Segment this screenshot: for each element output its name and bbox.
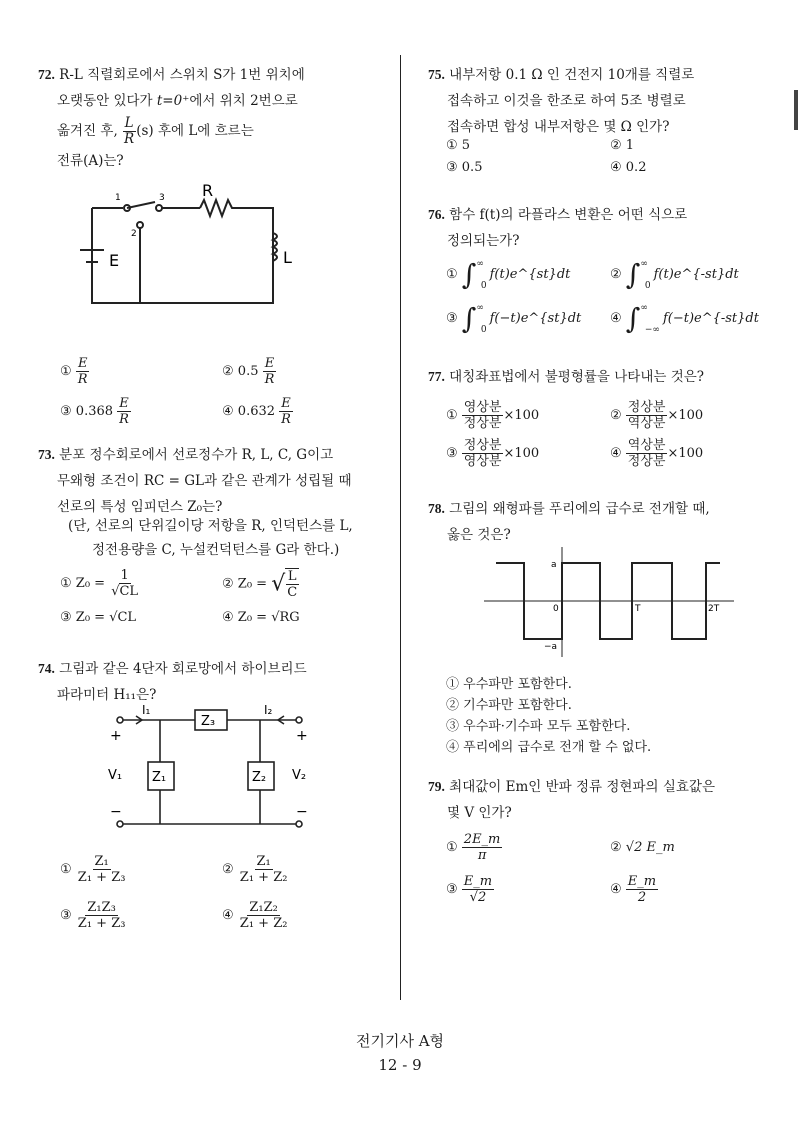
rl-circuit-diagram: [75, 178, 295, 308]
option-73-3[interactable]: ③ Z₀ = √CL: [60, 610, 137, 625]
question-text: 접속하고 이것을 한조로 하여 5조 병렬로: [447, 93, 686, 109]
option-79-1[interactable]: ① $\frac{2E\_m}{\pi}$: [446, 832, 501, 863]
option-74-2[interactable]: ② $\frac{\text{Z₁}}{\text{Z₁ + Z₂}}$: [222, 854, 288, 885]
minus-left: −: [110, 804, 122, 820]
option-77-1[interactable]: ① $\frac{\text{영상분}}{\text{정상분}}$ ×100: [446, 400, 540, 431]
question-text: 전류(A)는?: [57, 153, 124, 169]
resistor-label: R: [202, 181, 214, 200]
question-77: [428, 364, 704, 390]
impedance-z3-label: Z₃: [201, 714, 216, 729]
option-72-2[interactable]: ② 0.5 $\frac{E}{R}$: [222, 356, 275, 387]
amplitude-neg-a-label: −a: [544, 642, 558, 652]
question-text: 옳은 것은?: [447, 527, 511, 543]
question-79: [428, 774, 715, 826]
square-wave-graph: [484, 545, 734, 660]
option-77-3[interactable]: ③ $\frac{\text{정상분}}{\text{영상분}}$ ×100: [446, 438, 540, 469]
question-text: 무왜형 조건이 RC = GL과 같은 관계가 성립될 때: [57, 473, 352, 489]
question-number: 77.: [428, 369, 445, 384]
footer-title: 전기기사 A형: [355, 1032, 445, 1050]
minus-right: −: [296, 804, 308, 820]
question-text: 함수 f(t)의 라플라스 변환은 어떤 식으로: [449, 207, 688, 223]
switch-pos-3: 3: [159, 193, 165, 203]
time-expression: t=0⁺: [156, 93, 190, 109]
footer-page-number: 12 - 9: [378, 1056, 422, 1074]
question-text: 그림과 같은 4단자 회로망에서 하이브리드: [59, 661, 307, 677]
option-72-3[interactable]: ③ 0.368 $\frac{E}{R}$: [60, 396, 129, 427]
option-78-3[interactable]: ③ 우수파·기수파 모두 포함한다.: [446, 719, 631, 734]
current-i2-label: I₂: [264, 703, 273, 717]
question-text: 내부저항 0.1 Ω 인 건전지 10개를 직렬로: [449, 67, 695, 83]
question-number: 78.: [428, 501, 445, 516]
question-number: 75.: [428, 67, 445, 82]
question-number: 76.: [428, 207, 445, 222]
switch-pos-2: 2: [131, 229, 137, 239]
option-79-4[interactable]: ④ $\frac{E\_m}{2}$: [610, 874, 657, 905]
question-text: 분포 정수회로에서 선로정수가 R, L, C, G이고: [59, 447, 334, 463]
question-text: 옮겨진 후,: [57, 123, 118, 139]
question-72: [38, 62, 305, 174]
source-label: E: [109, 251, 120, 270]
time-fraction: $\frac{L}{R}$: [124, 115, 135, 147]
option-72-1[interactable]: ① $\frac{E}{R}$: [60, 356, 88, 387]
option-75-3[interactable]: ③ 0.5: [446, 160, 483, 175]
question-73-note: (단, 선로의 단위길이당 저항을 R, 인덕턴스를 L, 정전용량을 C, 누설컨덕턴스를 G라 한다.): [68, 518, 353, 558]
page-edge-mark: [794, 90, 798, 130]
question-text: 그림의 왜형파를 푸리에의 급수로 전개할 때,: [449, 501, 710, 517]
question-number: 73.: [38, 447, 55, 462]
option-72-4[interactable]: ④ 0.632 $\frac{E}{R}$: [222, 396, 291, 427]
option-75-4[interactable]: ④ 0.2: [610, 160, 647, 175]
option-78-4[interactable]: ④ 푸리에의 급수로 전개 할 수 없다.: [446, 740, 652, 755]
question-text: 최대값이 Em인 반파 정류 정현파의 실효값은: [449, 779, 715, 795]
column-divider: [400, 55, 401, 1000]
option-74-1[interactable]: ① $\frac{\text{Z₁}}{\text{Z₁ + Z₃}}$: [60, 854, 126, 885]
option-78-2[interactable]: ② 기수파만 포함한다.: [446, 698, 572, 713]
option-76-4[interactable]: ④ $\int^\infty_{-\infty}f(-t)e\^{}\{-st\}dt$: [610, 302, 759, 335]
origin-label: 0: [553, 604, 559, 614]
option-79-3[interactable]: ③ $\frac{E\_m}{√2}$: [446, 874, 493, 905]
question-text: R-L 직렬회로에서 스위치 S가 1번 위치에: [59, 67, 305, 83]
question-73: [38, 442, 352, 520]
switch-pos-1: 1: [115, 193, 121, 203]
question-number: 72.: [38, 67, 55, 82]
current-i1-label: I₁: [142, 703, 151, 717]
impedance-z1-label: Z₁: [152, 770, 167, 785]
question-text: 접속하면 합성 내부저항은 몇 Ω 인가?: [447, 119, 670, 135]
question-text: 오랫동안 있다가: [57, 93, 157, 109]
option-76-3[interactable]: ③ $\int^\infty_0f(-t)e\^{}\{st\}dt$: [446, 302, 582, 335]
voltage-v2-label: V₂: [292, 768, 307, 783]
impedance-z2-label: Z₂: [252, 770, 267, 785]
question-text: 선로의 특성 임피던스 Z₀는?: [57, 499, 223, 515]
plus-left: +: [110, 728, 122, 744]
option-79-2[interactable]: ② √2 E_m: [610, 840, 675, 855]
option-73-4[interactable]: ④ Z₀ = √RG: [222, 610, 300, 625]
question-text: (s) 후에 L에 흐르는: [136, 123, 254, 139]
plus-right: +: [296, 728, 308, 744]
option-78-1[interactable]: ① 우수파만 포함한다.: [446, 677, 572, 692]
option-74-3[interactable]: ③ $\frac{\text{Z₁Z₃}}{\text{Z₁ + Z₃}}$: [60, 900, 126, 931]
amplitude-a-label: a: [551, 560, 557, 570]
question-75: [428, 62, 694, 140]
option-77-2[interactable]: ② $\frac{\text{정상분}}{\text{역상분}}$ ×100: [610, 400, 704, 431]
option-73-1[interactable]: ① Z₀ = $\frac{1}{√CL}$: [60, 568, 139, 599]
period-2t-label: 2T: [708, 604, 720, 614]
question-text: 파라미터 H₁₁은?: [57, 687, 157, 703]
question-number: 79.: [428, 779, 445, 794]
option-76-2[interactable]: ② $\int^\infty_0f(t)e\^{}\{-st\}dt$: [610, 258, 739, 291]
question-78: [428, 496, 710, 548]
question-78-options: [446, 674, 651, 758]
voltage-v1-label: V₁: [108, 768, 123, 783]
option-73-2[interactable]: ② Z₀ = √ $\frac{L}{C}$: [222, 569, 298, 600]
option-75-2[interactable]: ② 1: [610, 138, 635, 153]
option-77-4[interactable]: ④ $\frac{\text{역상분}}{\text{정상분}}$ ×100: [610, 438, 704, 469]
question-number: 74.: [38, 661, 55, 676]
question-76: [428, 202, 687, 254]
option-76-1[interactable]: ① $\int^\infty_0f(t)e\^{}\{st\}dt$: [446, 258, 571, 291]
period-t-label: T: [635, 604, 641, 614]
question-text: 몇 V 인가?: [447, 805, 512, 821]
question-text: 대칭좌표법에서 불평형률을 나타내는 것은?: [449, 369, 705, 385]
two-port-network-diagram: [100, 700, 330, 832]
option-75-1[interactable]: ① 5: [446, 138, 471, 153]
inductor-label: L: [283, 248, 292, 267]
question-text: 정의되는가?: [447, 233, 520, 249]
option-74-4[interactable]: ④ $\frac{\text{Z₁Z₂}}{\text{Z₁ + Z₂}}$: [222, 900, 288, 931]
question-text: 에서 위치 2번으로: [189, 93, 298, 109]
